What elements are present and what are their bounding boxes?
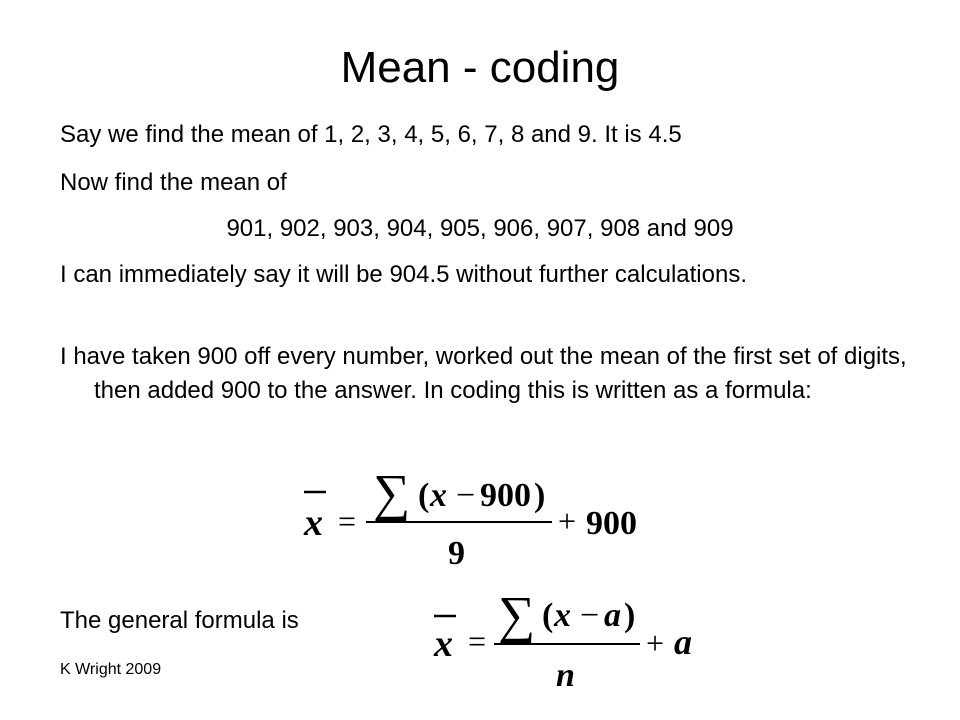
denominator: n xyxy=(556,657,575,694)
plus-sign: + xyxy=(646,625,665,661)
numerator-constant: a xyxy=(604,597,621,634)
conclusion-paragraph: I can immediately say it will be 904.5 without further calculations. xyxy=(60,261,747,288)
numerator-close-paren: ) xyxy=(624,597,636,634)
numerator-open-paren: ( xyxy=(542,597,554,634)
numerator-variable: x xyxy=(554,597,571,634)
sigma-symbol: ∑ xyxy=(498,588,536,644)
addend: 900 xyxy=(586,505,637,542)
plus-sign: + xyxy=(558,503,577,539)
numerator-close-paren: ) xyxy=(534,477,546,514)
equals-sign: = xyxy=(468,623,487,659)
denominator: 9 xyxy=(448,535,465,572)
second-line: Now find the mean of xyxy=(60,169,287,196)
numerator-variable: x xyxy=(430,477,447,514)
number-list: 901, 902, 903, 904, 905, 906, 907, 908 and 909 xyxy=(226,215,734,242)
sigma-symbol: ∑ xyxy=(373,470,411,522)
footer-author: K Wright 2009 xyxy=(60,661,162,678)
explanation-paragraph: I have taken 900 off every number, worked out the mean of the first set of digits, then added 900 to the answer. In coding this is written as a formula: xyxy=(60,343,907,404)
intro-line: Say we find the mean of 1, 2, 3, 4, 5, 6, 7, 8 and 9. It is 4.5 xyxy=(60,121,682,148)
specific-mean-formula xyxy=(290,470,670,580)
general-mean-formula xyxy=(420,588,720,698)
numerator-open-paren: ( xyxy=(418,477,430,514)
addend: a xyxy=(674,622,692,662)
slide-title: Mean - coding xyxy=(340,43,620,92)
equals-sign: = xyxy=(338,503,357,539)
numerator-minus: − xyxy=(580,597,600,634)
general-formula-label: The general formula is xyxy=(60,607,299,634)
numerator-minus: − xyxy=(456,477,476,514)
numerator-constant: 900 xyxy=(480,477,531,514)
xbar-letter: x xyxy=(304,502,323,544)
xbar-letter: x xyxy=(434,623,453,665)
